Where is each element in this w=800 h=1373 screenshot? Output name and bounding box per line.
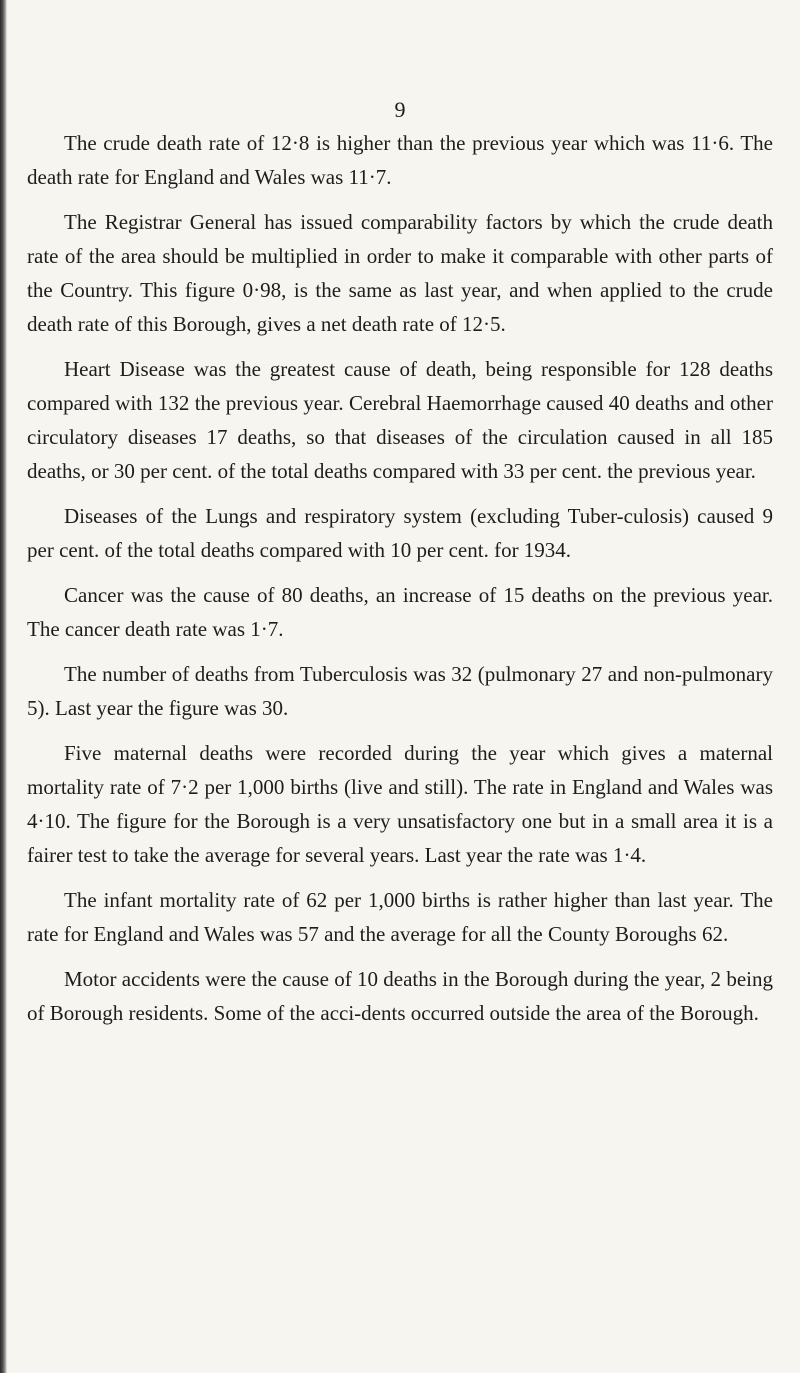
document-body: [27, 126, 773, 1041]
page-number: 9: [394, 97, 406, 122]
paragraph-comparability-factor: The Registrar General has issued comparability factors by which the crude death rate of the area should be multiplied in order to make it comparable with other parts of the Country. This figure 0·98, is the same as last year, and when applied to the crude death rate of this Borough, gives a net death rate of 12·5.: [27, 210, 773, 336]
paragraph-maternal-mortality: Five maternal deaths were recorded during the year which gives a maternal mortality rate of 7·2 per 1,000 births (live and still). The rate in England and Wales was 4·10. The figure for the Borough is a very unsatisfactory one but in a small area it is a fairer test to take the average for several years. Last year the rate was 1·4.: [27, 741, 773, 867]
paragraph-tuberculosis: The number of deaths from Tuberculosis was 32 (pulmonary 27 and non-pulmonary 5). Last year the figure was 30.: [27, 662, 773, 720]
paragraph-heart-disease: Heart Disease was the greatest cause of death, being responsible for 128 deaths compared with 132 the previous year. Cerebral Haemorrhage caused 40 deaths and other circulatory diseases 17 deaths, so that diseases of the circulation caused in all 185 deaths, or 30 per cent. of the total deaths compared with 33 per cent. the previous year.: [27, 357, 773, 483]
paragraph-motor-accidents: Motor accidents were the cause of 10 deaths in the Borough during the year, 2 being of Borough residents. Some of the acci-dents occurred outside the area of the Borough.: [27, 967, 773, 1025]
page-edge: [0, 0, 7, 1373]
paragraph-crude-death-rate: The crude death rate of 12·8 is higher than the previous year which was 11·6. The death rate for England and Wales was 11·7.: [27, 131, 773, 189]
paragraph-cancer: Cancer was the cause of 80 deaths, an increase of 15 deaths on the previous year. The cancer death rate was 1·7.: [27, 583, 773, 641]
paragraph-respiratory-diseases: Diseases of the Lungs and respiratory system (excluding Tuber-culosis) caused 9 per cent. of the total deaths compared with 10 per cent. for 1934.: [27, 504, 773, 562]
paragraph-infant-mortality: The infant mortality rate of 62 per 1,000 births is rather higher than last year. The rate for England and Wales was 57 and the average for all the County Boroughs 62.: [27, 888, 773, 946]
